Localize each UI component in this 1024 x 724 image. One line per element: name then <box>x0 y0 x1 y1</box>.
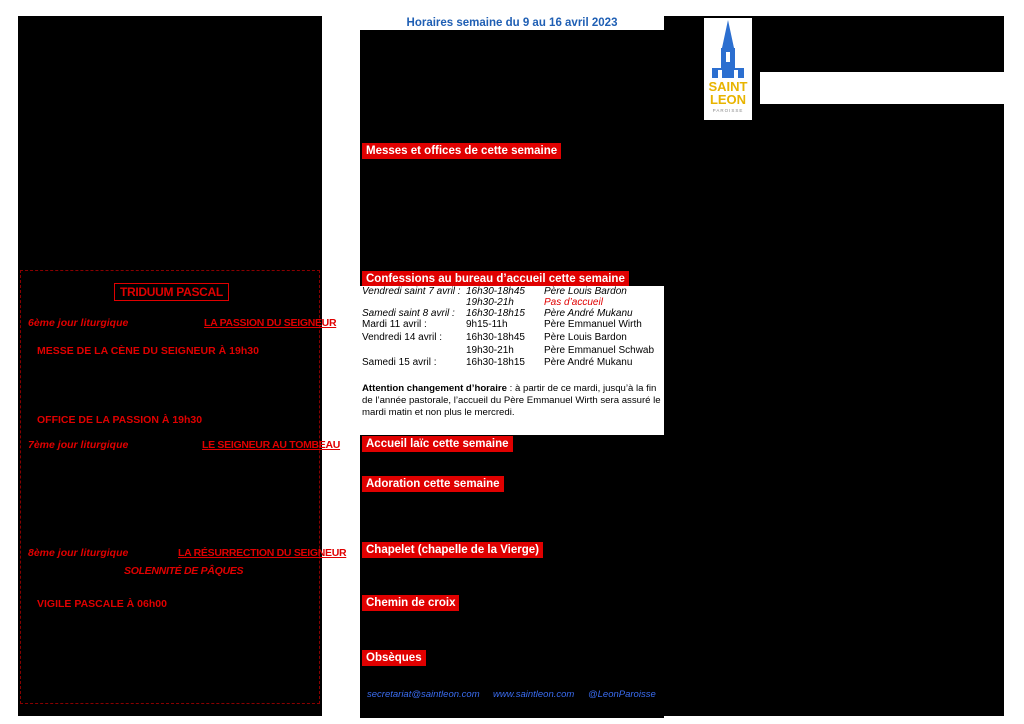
messes-label: Messes et offices de cette semaine <box>362 143 561 159</box>
conf-time: 9h15-11h <box>466 319 508 330</box>
notice-text: : à partir de ce mardi, jusqu’à la fin de l’année pastorale, l’accueil du Père Emmanuel Wirth sera assuré le mardi matin et non plus le mercredi. <box>362 383 661 418</box>
conf-day: Samedi 15 avril : <box>362 357 437 368</box>
chapelet-label: Chapelet (chapelle de la Vierge) <box>362 542 543 558</box>
conf-day: Vendredi 14 avril : <box>362 332 443 343</box>
conf-time: 16h30-18h15 <box>466 308 525 319</box>
parish-logo <box>704 18 752 120</box>
chemin-label: Chemin de croix <box>362 595 459 611</box>
vigile: VIGILE PASCALE À 06h00 <box>37 598 167 610</box>
office-passion: OFFICE DE LA PASSION À 19h30 <box>37 414 203 426</box>
logo-saint: SAINT <box>708 79 748 94</box>
confessions-label: Confessions au bureau d’accueil cette semaine <box>362 271 629 287</box>
day7-title: LE SEIGNEUR AU TOMBEAU <box>202 439 341 451</box>
solennite: SOLENNITÉ DE PÂQUES <box>124 565 244 577</box>
notice-bold: Attention changement d’horaire <box>362 383 507 394</box>
conf-row: Vendredi saint 7 avril : <box>362 286 461 297</box>
conf-who: Père André Mukanu <box>544 357 633 368</box>
triduum-frame <box>20 270 320 704</box>
triduum-title: TRIDUUM PASCAL <box>114 283 229 301</box>
footer-social[interactable]: @LeonParoisse <box>588 689 656 700</box>
footer-site[interactable]: www.saintleon.com <box>493 689 575 700</box>
conf-time: 16h30-18h15 <box>466 357 525 368</box>
messe-cene: MESSE DE LA CÈNE DU SEIGNEUR À 19h30 <box>37 345 259 357</box>
conf-time: 16h30-18h45 <box>466 332 525 343</box>
page-title: Horaires semaine du 9 au 16 avril 2023 <box>406 17 618 29</box>
day7-label: 7ème jour liturgique <box>28 439 129 451</box>
footer-email[interactable]: secretariat@saintleon.com <box>367 689 480 700</box>
conf-time: 19h30-21h <box>466 297 514 308</box>
conf-day: Samedi saint 8 avril : <box>362 308 455 319</box>
day6-label: 6ème jour liturgique <box>28 317 129 329</box>
right-panel <box>664 104 1004 716</box>
confessions-notice <box>362 383 662 419</box>
logo-paroisse: PAROISSE <box>712 108 744 113</box>
day8-label: 8ème jour liturgique <box>28 547 129 559</box>
conf-who-red: Pas d’accueil <box>544 297 603 308</box>
right-panel-side2 <box>752 16 760 116</box>
conf-who: Père Emmanuel Schwab <box>544 345 655 356</box>
conf-who: Père Louis Bardon <box>544 286 627 297</box>
day8-title: LA RÉSURRECTION DU SEIGNEUR <box>178 547 347 559</box>
logo-leon: LEON <box>709 92 747 107</box>
obseques-label: Obsèques <box>362 650 426 666</box>
conf-who: Père Emmanuel Wirth <box>544 319 642 330</box>
conf-time: 19h30-21h <box>466 345 514 356</box>
conf-who: Père André Mukanu <box>544 308 633 319</box>
church-tower-icon <box>704 18 752 80</box>
adoration-label: Adoration cette semaine <box>362 476 504 492</box>
conf-time: 16h30-18h45 <box>466 286 525 297</box>
conf-who: Père Louis Bardon <box>544 332 627 343</box>
right-panel-side <box>664 16 704 116</box>
conf-day: Mardi 11 avril : <box>362 319 427 330</box>
accueil-label: Accueil laïc cette semaine <box>362 436 513 452</box>
day6-title: LA PASSION DU SEIGNEUR <box>204 317 337 329</box>
